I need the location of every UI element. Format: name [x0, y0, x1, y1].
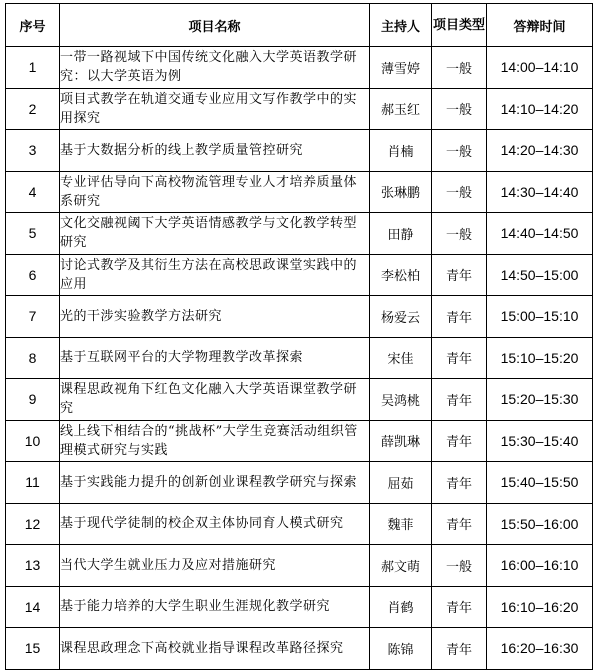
row-project-name: 专业评估导向下高校物流管理专业人才培养质量体系研究: [60, 171, 370, 213]
row-host: 田静: [370, 213, 432, 255]
row-project-name: 线上线下相结合的“挑战杯”大学生竞赛活动组织管理模式研究与实践: [60, 420, 370, 462]
table-row: [6, 420, 593, 462]
row-defense-time: 15:20–15:30: [487, 379, 593, 421]
row-project-name: 项目式教学在轨道交通专业应用文写作教学中的实用探究: [60, 88, 370, 130]
row-defense-time: 14:40–14:50: [487, 213, 593, 255]
row-project-type: 青年: [432, 503, 487, 545]
header-row: [6, 4, 593, 47]
table-row: [6, 254, 593, 296]
row-defense-time: 15:00–15:10: [487, 296, 593, 338]
row-serial-number: 15: [6, 628, 60, 670]
defense-schedule-table: [5, 3, 593, 670]
row-serial-number: 10: [6, 420, 60, 462]
table-row: [6, 171, 593, 213]
row-serial-number: 11: [6, 462, 60, 504]
table-row: [6, 337, 593, 379]
row-host: 薛凯琳: [370, 420, 432, 462]
row-host: 杨爱云: [370, 296, 432, 338]
row-project-name: 基于现代学徒制的校企双主体协同育人模式研究: [60, 503, 370, 545]
row-serial-number: 6: [6, 254, 60, 296]
row-serial-number: 1: [6, 47, 60, 89]
row-project-name: 基于互联网平台的大学物理教学改革探索: [60, 337, 370, 379]
row-defense-time: 15:40–15:50: [487, 462, 593, 504]
header-serial-number: 序号: [6, 4, 60, 47]
row-serial-number: 2: [6, 88, 60, 130]
row-project-type: 一般: [432, 545, 487, 587]
row-defense-time: 15:10–15:20: [487, 337, 593, 379]
row-project-type: 青年: [432, 462, 487, 504]
row-host: 肖鹤: [370, 586, 432, 628]
row-project-name: 课程思政视角下红色文化融入大学英语课堂教学研究: [60, 379, 370, 421]
table-row: [6, 88, 593, 130]
row-project-name: 讨论式教学及其衍生方法在高校思政课堂实践中的应用: [60, 254, 370, 296]
row-serial-number: 9: [6, 379, 60, 421]
row-project-type: 一般: [432, 213, 487, 255]
row-serial-number: 12: [6, 503, 60, 545]
row-project-type: 青年: [432, 379, 487, 421]
row-serial-number: 13: [6, 545, 60, 587]
row-host: 宋佳: [370, 337, 432, 379]
row-host: 肖楠: [370, 130, 432, 172]
row-host: 李松柏: [370, 254, 432, 296]
table-row: [6, 213, 593, 255]
row-host: 吴鸿桃: [370, 379, 432, 421]
row-serial-number: 14: [6, 586, 60, 628]
table-row: [6, 130, 593, 172]
row-serial-number: 7: [6, 296, 60, 338]
row-project-type: 青年: [432, 628, 487, 670]
header-project-type: 项目类型: [432, 4, 487, 47]
row-serial-number: 8: [6, 337, 60, 379]
row-host: 魏菲: [370, 503, 432, 545]
row-defense-time: 16:20–16:30: [487, 628, 593, 670]
table-row: [6, 296, 593, 338]
row-host: 郝文萌: [370, 545, 432, 587]
table-row: [6, 379, 593, 421]
header-host: 主持人: [370, 4, 432, 47]
header-defense-time: 答辩时间: [487, 4, 593, 47]
row-host: 张琳鹏: [370, 171, 432, 213]
row-serial-number: 3: [6, 130, 60, 172]
row-host: 郝玉红: [370, 88, 432, 130]
row-project-type: 一般: [432, 171, 487, 213]
row-project-type: 青年: [432, 337, 487, 379]
table-row: [6, 545, 593, 587]
row-project-type: 青年: [432, 586, 487, 628]
row-defense-time: 15:50–16:00: [487, 503, 593, 545]
row-defense-time: 14:50–15:00: [487, 254, 593, 296]
row-project-type: 一般: [432, 47, 487, 89]
row-project-name: 一带一路视域下中国传统文化融入大学英语教学研究：以大学英语为例: [60, 47, 370, 89]
row-host: 薄雪婷: [370, 47, 432, 89]
row-project-name: 文化交融视阈下大学英语情感教学与文化教学转型研究: [60, 213, 370, 255]
header-project-name: 项目名称: [60, 4, 370, 47]
row-project-name: 当代大学生就业压力及应对措施研究: [60, 545, 370, 587]
row-project-type: 一般: [432, 130, 487, 172]
row-host: 屈茹: [370, 462, 432, 504]
row-project-name: 基于实践能力提升的创新创业课程教学研究与探索: [60, 462, 370, 504]
row-defense-time: 16:00–16:10: [487, 545, 593, 587]
row-defense-time: 14:20–14:30: [487, 130, 593, 172]
row-project-type: 青年: [432, 296, 487, 338]
row-project-name: 课程思政理念下高校就业指导课程改革路径探究: [60, 628, 370, 670]
row-defense-time: 14:10–14:20: [487, 88, 593, 130]
table-row: [6, 503, 593, 545]
table-row: [6, 47, 593, 89]
row-project-name: 光的干涉实验教学方法研究: [60, 296, 370, 338]
row-host: 陈锦: [370, 628, 432, 670]
row-project-name: 基于能力培养的大学生职业生涯规化教学研究: [60, 586, 370, 628]
row-defense-time: 15:30–15:40: [487, 420, 593, 462]
cropped-page-edge: [0, 660, 600, 666]
row-defense-time: 14:30–14:40: [487, 171, 593, 213]
table-row: [6, 586, 593, 628]
table-row: [6, 462, 593, 504]
row-defense-time: 16:10–16:20: [487, 586, 593, 628]
row-serial-number: 5: [6, 213, 60, 255]
row-project-name: 基于大数据分析的线上教学质量管控研究: [60, 130, 370, 172]
row-project-type: 一般: [432, 88, 487, 130]
table-header: [6, 4, 593, 47]
row-serial-number: 4: [6, 171, 60, 213]
row-defense-time: 14:00–14:10: [487, 47, 593, 89]
row-project-type: 青年: [432, 420, 487, 462]
table-body: [6, 47, 593, 670]
row-project-type: 青年: [432, 254, 487, 296]
